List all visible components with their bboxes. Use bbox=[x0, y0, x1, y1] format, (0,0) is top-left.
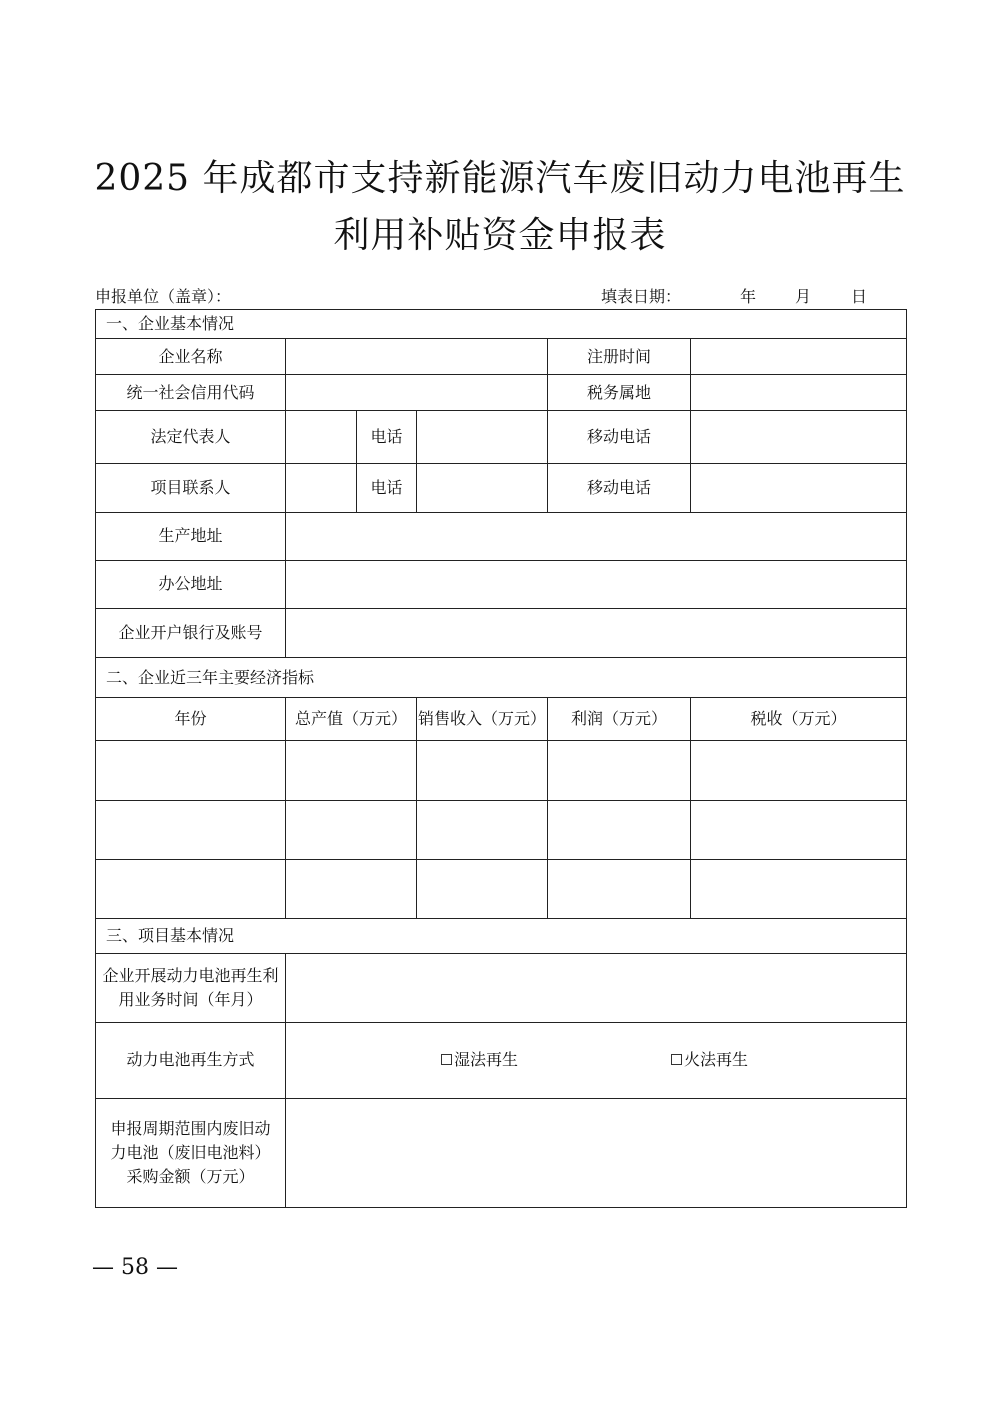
output-cell[interactable] bbox=[286, 859, 417, 918]
col-header-sales: 销售收入（万元） bbox=[417, 698, 548, 741]
purchase-amount-label: 申报周期范围内废旧动力电池（废旧电池料）采购金额（万元） bbox=[96, 1098, 286, 1207]
year-cell[interactable] bbox=[96, 800, 286, 859]
col-header-output: 总产值（万元） bbox=[286, 698, 417, 741]
company-name-field[interactable] bbox=[286, 339, 548, 375]
contact-label: 项目联系人 bbox=[96, 464, 286, 512]
year-cell[interactable] bbox=[96, 741, 286, 800]
table-row bbox=[96, 800, 907, 859]
business-time-field[interactable] bbox=[286, 954, 907, 1023]
wet-regeneration-option[interactable] bbox=[441, 1048, 518, 1072]
regeneration-method-label: 动力电池再生方式 bbox=[96, 1023, 286, 1098]
contact-phone-label: 电话 bbox=[357, 464, 417, 512]
wet-regeneration-label: 湿法再生 bbox=[454, 1050, 519, 1070]
bank-account-field[interactable] bbox=[286, 608, 907, 657]
office-address-label: 办公地址 bbox=[96, 560, 286, 608]
contact-mobile-field[interactable] bbox=[691, 464, 907, 512]
sales-cell[interactable] bbox=[417, 859, 548, 918]
legal-rep-phone-label: 电话 bbox=[357, 411, 417, 464]
date-day-label: 日 bbox=[851, 287, 868, 306]
year-cell[interactable] bbox=[96, 859, 286, 918]
bank-account-label: 企业开户银行及账号 bbox=[96, 608, 286, 657]
tax-cell[interactable] bbox=[691, 800, 907, 859]
fire-checkbox-icon[interactable] bbox=[671, 1054, 682, 1065]
tax-cell[interactable] bbox=[691, 859, 907, 918]
contact-mobile-label: 移动电话 bbox=[548, 464, 691, 512]
production-address-field[interactable] bbox=[286, 512, 907, 560]
credit-code-field[interactable] bbox=[286, 375, 548, 411]
col-header-tax: 税收（万元） bbox=[691, 698, 907, 741]
business-time-label: 企业开展动力电池再生利用业务时间（年月） bbox=[96, 954, 286, 1023]
wet-checkbox-icon[interactable] bbox=[441, 1054, 452, 1065]
fire-regeneration-label: 火法再生 bbox=[684, 1050, 749, 1070]
col-header-profit: 利润（万元） bbox=[548, 698, 691, 741]
applicant-label: 申报单位（盖章）： bbox=[95, 287, 232, 306]
application-form-table bbox=[95, 309, 907, 1208]
legal-rep-phone-field[interactable] bbox=[417, 411, 548, 464]
legal-rep-mobile-field[interactable] bbox=[691, 411, 907, 464]
company-name-label: 企业名称 bbox=[96, 339, 286, 375]
tax-cell[interactable] bbox=[691, 741, 907, 800]
legal-rep-field[interactable] bbox=[286, 411, 357, 464]
contact-phone-field[interactable] bbox=[417, 464, 548, 512]
credit-code-label: 统一社会信用代码 bbox=[96, 375, 286, 411]
tax-location-label: 税务属地 bbox=[548, 375, 691, 411]
form-title-line2: 利用补贴资金申报表 bbox=[333, 215, 667, 256]
registered-time-label: 注册时间 bbox=[548, 339, 691, 375]
contact-field[interactable] bbox=[286, 464, 357, 512]
tax-location-field[interactable] bbox=[691, 375, 907, 411]
output-cell[interactable] bbox=[286, 741, 417, 800]
profit-cell[interactable] bbox=[548, 741, 691, 800]
legal-rep-label: 法定代表人 bbox=[96, 411, 286, 464]
fill-date-label: 填表日期： bbox=[601, 287, 682, 306]
section3-heading: 三、项目基本情况 bbox=[96, 918, 907, 953]
production-address-label: 生产地址 bbox=[96, 512, 286, 560]
page-number: — 58 — bbox=[92, 1255, 178, 1280]
sales-cell[interactable] bbox=[417, 741, 548, 800]
col-header-year: 年份 bbox=[96, 698, 286, 741]
output-cell[interactable] bbox=[286, 800, 417, 859]
table-row bbox=[96, 741, 907, 800]
profit-cell[interactable] bbox=[548, 800, 691, 859]
table-row bbox=[96, 859, 907, 918]
office-address-field[interactable] bbox=[286, 560, 907, 608]
legal-rep-mobile-label: 移动电话 bbox=[548, 411, 691, 464]
sales-cell[interactable] bbox=[417, 800, 548, 859]
section1-heading: 一、企业基本情况 bbox=[96, 310, 907, 339]
regeneration-method-options bbox=[286, 1023, 907, 1098]
date-month-label: 月 bbox=[795, 287, 812, 306]
registered-time-field[interactable] bbox=[691, 339, 907, 375]
profit-cell[interactable] bbox=[548, 859, 691, 918]
form-title-line1: 2025 年成都市支持新能源汽车废旧动力电池再生 bbox=[94, 158, 906, 199]
section2-heading: 二、企业近三年主要经济指标 bbox=[96, 658, 907, 698]
fire-regeneration-option[interactable] bbox=[671, 1048, 748, 1072]
date-year-label: 年 bbox=[740, 287, 757, 306]
purchase-amount-field[interactable] bbox=[286, 1098, 907, 1207]
